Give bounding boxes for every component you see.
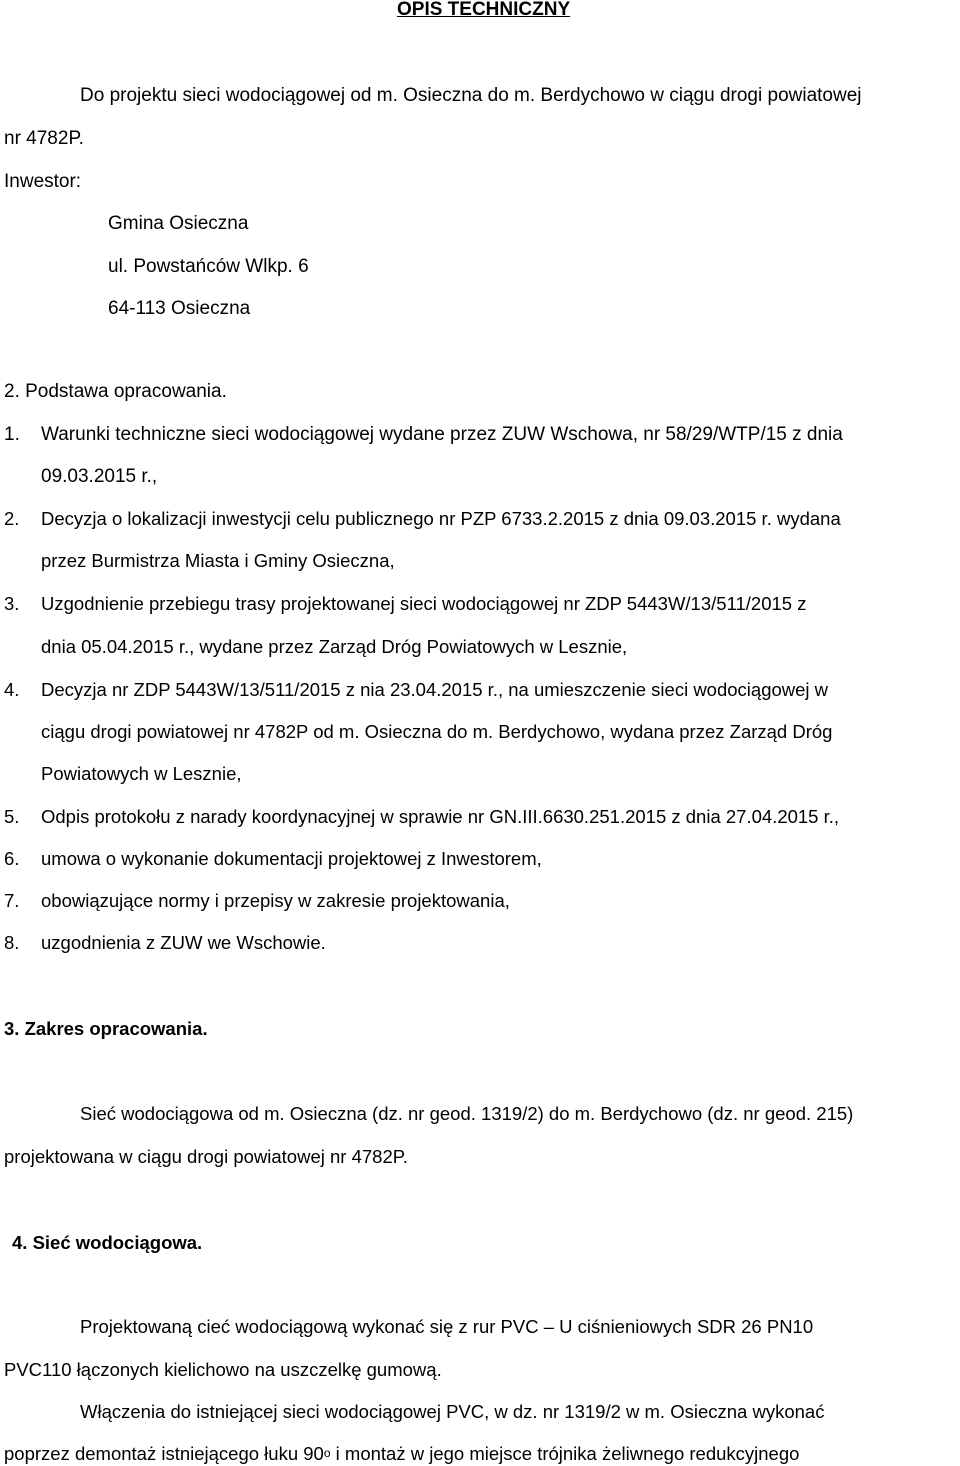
section-4-heading: 4. Sieć wodociągowa. [12,1232,203,1253]
section-4-paragraph2-line2 [4,1442,799,1466]
section-3-paragraph-line2: projektowana w ciągu drogi powiatowej nr 4782P. [4,1146,408,1167]
list-item-continuation: przez Burmistrza Miasta i Gminy Osieczna, [41,550,395,571]
list-item-text: Odpis protokołu z narady koordynacyjnej w sprawie nr GN.III.6630.251.2015 z dnia 27.04.2015 r., [41,806,840,827]
list-item-number: 6. [4,848,20,869]
list-item [4,889,510,913]
section-4-paragraph1-line2: PVC110 łączonych kielichowo na uszczelkę gumową. [4,1359,442,1380]
list-item-number: 7. [4,890,20,911]
list-item [4,423,843,447]
list-item-continuation: 09.03.2015 r., [41,466,158,487]
section-3-heading: 3. Zakres opracowania. [4,1018,208,1039]
degree-superscript: o [323,1446,331,1460]
list-item-number: 4. [4,679,20,700]
list-item-number: 2. [4,508,20,529]
list-item-continuation: Powiatowych w Lesznie, [41,763,242,784]
list-item-text: uzgodnienia z ZUW we Wschowie. [41,932,326,953]
list-item [4,507,841,531]
list-item-number: 8. [4,932,20,953]
list-item-continuation: dnia 05.04.2015 r., wydane przez Zarząd Dróg Powiatowych w Lesznie, [41,636,628,657]
list-item [4,847,542,871]
list-item [4,805,839,829]
list-item-number: 3. [4,593,20,614]
investor-city: 64-113 Osieczna [108,298,251,319]
list-item-number: 5. [4,806,20,827]
list-item [4,592,806,616]
list-item [4,931,326,955]
paragraph-text: i montaż w jego miejsce trójnika żeliwnego redukcyjnego [330,1443,800,1464]
list-item-text: Decyzja nr ZDP 5443W/13/511/2015 z nia 23.04.2015 r., na umieszczenie sieci wodociągowej w [41,679,829,700]
list-item-text: umowa o wykonanie dokumentacji projektowej z Inwestorem, [41,848,542,869]
list-item-text: Warunki techniczne sieci wodociągowej wydane przez ZUW Wschowa, nr 58/29/WTP/15 z dnia [41,424,843,445]
section-4-paragraph2-line1: Włączenia do istniejącej sieci wodociągowej PVC, w dz. nr 1319/2 w m. Osieczna wykonać [80,1401,825,1422]
document-title: OPIS TECHNICZNY [397,0,571,20]
list-item-continuation: ciągu drogi powiatowej nr 4782P od m. Osieczna do m. Berdychowo, wydana przez Zarząd Dróg [41,721,833,742]
investor-name: Gmina Osieczna [108,213,249,234]
list-item [4,678,828,702]
section-3-paragraph-line1: Sieć wodociągowa od m. Osieczna (dz. nr geod. 1319/2) do m. Berdychowo (dz. nr geod. 215) [80,1103,854,1124]
section-2-heading: 2. Podstawa opracowania. [4,381,227,402]
list-item-text: obowiązujące normy i przepisy w zakresie projektowania, [41,890,510,911]
section-4-paragraph1-line1: Projektowaną cieć wodociągową wykonać się z rur PVC – U ciśnieniowych SDR 26 PN10 [80,1316,814,1337]
list-item-text: Decyzja o lokalizacji inwestycji celu publicznego nr PZP 6733.2.2015 z dnia 09.03.2015 r. wydana [41,508,841,529]
project-description-line1: Do projektu sieci wodociągowej od m. Osieczna do m. Berdychowo w ciągu drogi powiatowej [80,85,862,106]
investor-street: ul. Powstańców Wlkp. 6 [108,256,309,277]
list-item-number: 1. [4,424,20,445]
project-description-line2: nr 4782P. [4,128,84,149]
list-item-text: Uzgodnienie przebiegu trasy projektowanej sieci wodociągowej nr ZDP 5443W/13/511/2015 z [41,593,807,614]
investor-label: Inwestor: [4,171,82,192]
paragraph-text: poprzez demontaż istniejącego łuku 90 [4,1443,324,1464]
